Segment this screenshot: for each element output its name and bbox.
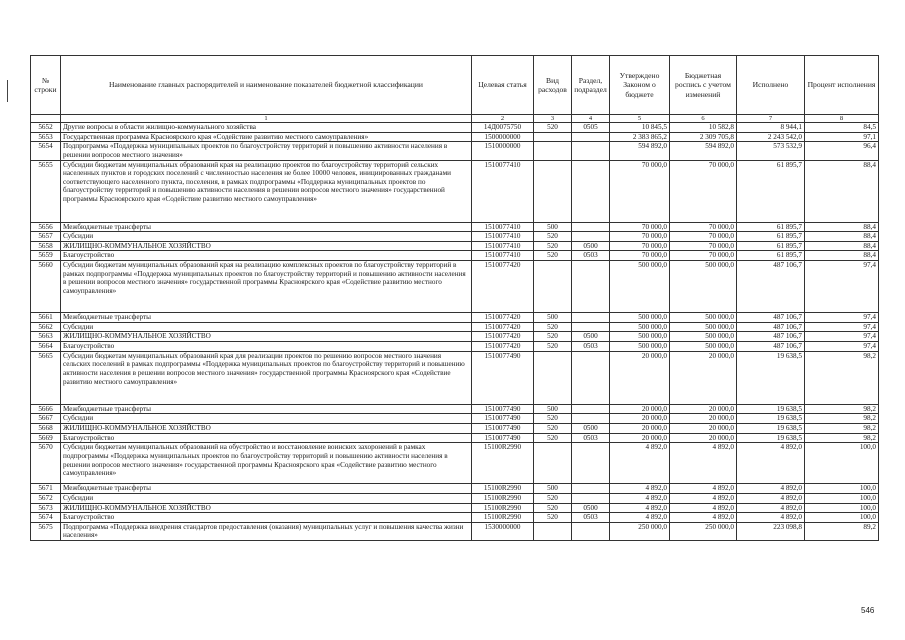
schedule-amount-cell: 20 000,0 <box>670 433 737 443</box>
schedule-amount-cell: 500 000,0 <box>670 313 737 323</box>
approved-amount-cell: 4 892,0 <box>610 513 670 523</box>
row-name-cell: Межбюджетные трансферты <box>61 484 472 494</box>
section-cell: 0500 <box>572 503 610 513</box>
column-numbers-row <box>31 115 879 123</box>
percent-cell: 88,4 <box>805 241 879 251</box>
column-number: 5 <box>610 115 670 123</box>
table-row <box>31 313 879 323</box>
schedule-amount-cell: 20 000,0 <box>670 404 737 414</box>
executed-amount-cell: 487 106,7 <box>737 332 805 342</box>
row-name-cell: Межбюджетные трансферты <box>61 404 472 414</box>
row-number-cell: 5652 <box>31 123 61 133</box>
header-target-article: Целевая статья <box>472 56 534 115</box>
percent-cell: 88,4 <box>805 251 879 261</box>
header-name: Наименование главных распорядителей и наименование показателей бюджетной классификации <box>61 56 472 115</box>
row-name-cell: ЖИЛИЩНО-КОММУНАЛЬНОЕ ХОЗЯЙСТВО <box>61 332 472 342</box>
column-number: 7 <box>737 115 805 123</box>
executed-amount-cell: 19 638,5 <box>737 351 805 404</box>
percent-cell: 84,5 <box>805 123 879 133</box>
expense-kind-cell <box>534 160 572 222</box>
percent-cell: 100,0 <box>805 493 879 503</box>
table-row <box>31 414 879 424</box>
expense-kind-cell: 520 <box>534 493 572 503</box>
row-name-cell: Благоустройство <box>61 251 472 261</box>
margin-mark <box>7 80 8 102</box>
row-number-cell: 5660 <box>31 261 61 313</box>
row-name-cell: Субсидии <box>61 232 472 242</box>
table-row <box>31 503 879 513</box>
table-body <box>31 123 879 541</box>
row-number-cell: 5662 <box>31 322 61 332</box>
row-number-cell: 5658 <box>31 241 61 251</box>
expense-kind-cell: 520 <box>534 503 572 513</box>
percent-cell: 100,0 <box>805 484 879 494</box>
section-cell: 0503 <box>572 513 610 523</box>
approved-amount-cell: 20 000,0 <box>610 404 670 414</box>
approved-amount-cell: 70 000,0 <box>610 241 670 251</box>
row-name-cell: Подпрограмма «Поддержка внедрения стандартов предоставления (оказания) муниципальных услуг и повышения качества жизни населения» <box>61 522 472 540</box>
target-article-cell: 1530000000 <box>472 522 534 540</box>
expense-kind-cell: 500 <box>534 222 572 232</box>
table-row <box>31 123 879 133</box>
table-row <box>31 351 879 404</box>
section-cell <box>572 232 610 242</box>
column-number: 8 <box>805 115 879 123</box>
percent-cell: 97,4 <box>805 313 879 323</box>
schedule-amount-cell: 70 000,0 <box>670 160 737 222</box>
percent-cell: 97,4 <box>805 261 879 313</box>
column-number <box>31 115 61 123</box>
executed-amount-cell: 19 638,5 <box>737 423 805 433</box>
row-name-cell: Другие вопросы в области жилищно-коммунального хозяйства <box>61 123 472 133</box>
table-row <box>31 232 879 242</box>
column-number: 3 <box>534 115 572 123</box>
approved-amount-cell: 20 000,0 <box>610 351 670 404</box>
target-article-cell: 14Д0075750 <box>472 123 534 133</box>
row-name-cell: Межбюджетные трансферты <box>61 222 472 232</box>
table-row <box>31 322 879 332</box>
row-number-cell: 5666 <box>31 404 61 414</box>
expense-kind-cell <box>534 443 572 484</box>
table-row <box>31 142 879 160</box>
percent-cell: 88,4 <box>805 160 879 222</box>
section-cell <box>572 322 610 332</box>
schedule-amount-cell: 4 892,0 <box>670 513 737 523</box>
schedule-amount-cell: 4 892,0 <box>670 493 737 503</box>
schedule-amount-cell: 594 892,0 <box>670 142 737 160</box>
section-cell: 0505 <box>572 123 610 133</box>
expense-kind-cell: 500 <box>534 404 572 414</box>
target-article-cell: 15100R2990 <box>472 443 534 484</box>
target-article-cell: 1500000000 <box>472 132 534 142</box>
schedule-amount-cell: 4 892,0 <box>670 503 737 513</box>
executed-amount-cell: 487 106,7 <box>737 322 805 332</box>
executed-amount-cell: 61 895,7 <box>737 232 805 242</box>
approved-amount-cell: 10 845,5 <box>610 123 670 133</box>
target-article-cell: 1510077410 <box>472 251 534 261</box>
expense-kind-cell <box>534 522 572 540</box>
expense-kind-cell: 520 <box>534 414 572 424</box>
expense-kind-cell: 520 <box>534 232 572 242</box>
expense-kind-cell: 520 <box>534 322 572 332</box>
target-article-cell: 1510077490 <box>472 414 534 424</box>
expense-kind-cell <box>534 261 572 313</box>
target-article-cell: 1510077420 <box>472 322 534 332</box>
schedule-amount-cell: 20 000,0 <box>670 351 737 404</box>
executed-amount-cell: 4 892,0 <box>737 443 805 484</box>
schedule-amount-cell: 70 000,0 <box>670 241 737 251</box>
row-name-cell: Субсидии бюджетам муниципальных образований края для реализации проектов по решению вопросов местного значения сельских поселений в рамках подпрограммы «Поддержка муниципальных проектов по благоустройству территорий и повышению активности населения в решении вопросов местного значения» государственной программы Красноярского края «Содействие развитию местного самоуправления» <box>61 351 472 404</box>
row-number-cell: 5675 <box>31 522 61 540</box>
target-article-cell: 1510077420 <box>472 342 534 352</box>
percent-cell: 98,2 <box>805 351 879 404</box>
executed-amount-cell: 61 895,7 <box>737 241 805 251</box>
row-number-cell: 5664 <box>31 342 61 352</box>
expense-kind-cell: 520 <box>534 123 572 133</box>
table-row <box>31 160 879 222</box>
row-name-cell: Благоустройство <box>61 513 472 523</box>
approved-amount-cell: 500 000,0 <box>610 342 670 352</box>
approved-amount-cell: 4 892,0 <box>610 484 670 494</box>
percent-cell: 98,2 <box>805 404 879 414</box>
row-number-cell: 5673 <box>31 503 61 513</box>
schedule-amount-cell: 20 000,0 <box>670 423 737 433</box>
header-approved: Утверждено Законом о бюджете <box>610 56 670 115</box>
schedule-amount-cell: 500 000,0 <box>670 261 737 313</box>
expense-kind-cell <box>534 132 572 142</box>
approved-amount-cell: 20 000,0 <box>610 423 670 433</box>
header-executed: Исполнено <box>737 56 805 115</box>
executed-amount-cell: 487 106,7 <box>737 313 805 323</box>
approved-amount-cell: 4 892,0 <box>610 493 670 503</box>
table-row <box>31 404 879 414</box>
row-number-cell: 5669 <box>31 433 61 443</box>
executed-amount-cell: 61 895,7 <box>737 160 805 222</box>
approved-amount-cell: 594 892,0 <box>610 142 670 160</box>
executed-amount-cell: 223 098,8 <box>737 522 805 540</box>
target-article-cell: 1510077410 <box>472 241 534 251</box>
percent-cell: 97,4 <box>805 342 879 352</box>
percent-cell: 98,2 <box>805 423 879 433</box>
column-number: 1 <box>61 115 472 123</box>
executed-amount-cell: 4 892,0 <box>737 493 805 503</box>
row-number-cell: 5659 <box>31 251 61 261</box>
row-name-cell: Субсидии бюджетам муниципальных образований края на реализацию комплексных проектов по благоустройству территорий в рамках подпрограммы «Поддержка муниципальных проектов по благоустройству территорий и повышению активности населения в решении вопросов местного значения» государственной программы Красноярского края «Содействие развитию местного самоуправления» <box>61 261 472 313</box>
target-article-cell: 1510077410 <box>472 232 534 242</box>
table-row <box>31 513 879 523</box>
expense-kind-cell: 520 <box>534 251 572 261</box>
table-row <box>31 522 879 540</box>
schedule-amount-cell: 4 892,0 <box>670 443 737 484</box>
approved-amount-cell: 70 000,0 <box>610 222 670 232</box>
section-cell <box>572 351 610 404</box>
section-cell <box>572 261 610 313</box>
row-name-cell: Субсидии <box>61 322 472 332</box>
table-row <box>31 433 879 443</box>
target-article-cell: 1510077490 <box>472 423 534 433</box>
executed-amount-cell: 19 638,5 <box>737 404 805 414</box>
row-name-cell: Межбюджетные трансферты <box>61 313 472 323</box>
section-cell <box>572 414 610 424</box>
schedule-amount-cell: 70 000,0 <box>670 222 737 232</box>
header-row-number: № строки <box>31 56 61 115</box>
percent-cell: 100,0 <box>805 513 879 523</box>
table-row <box>31 493 879 503</box>
percent-cell: 97,4 <box>805 322 879 332</box>
section-cell: 0500 <box>572 423 610 433</box>
row-number-cell: 5663 <box>31 332 61 342</box>
budget-table <box>30 55 879 541</box>
section-cell <box>572 493 610 503</box>
section-cell <box>572 522 610 540</box>
row-number-cell: 5668 <box>31 423 61 433</box>
percent-cell: 98,2 <box>805 433 879 443</box>
approved-amount-cell: 500 000,0 <box>610 313 670 323</box>
executed-amount-cell: 8 944,1 <box>737 123 805 133</box>
schedule-amount-cell: 250 000,0 <box>670 522 737 540</box>
schedule-amount-cell: 500 000,0 <box>670 322 737 332</box>
approved-amount-cell: 250 000,0 <box>610 522 670 540</box>
table-row <box>31 332 879 342</box>
row-name-cell: Государственная программа Красноярского края «Содействие развитию местного самоуправления» <box>61 132 472 142</box>
schedule-amount-cell: 500 000,0 <box>670 342 737 352</box>
schedule-amount-cell: 10 582,8 <box>670 123 737 133</box>
percent-cell: 98,2 <box>805 414 879 424</box>
target-article-cell: 1510077410 <box>472 222 534 232</box>
executed-amount-cell: 19 638,5 <box>737 433 805 443</box>
schedule-amount-cell: 2 309 705,8 <box>670 132 737 142</box>
table-header-row <box>31 56 879 115</box>
percent-cell: 96,4 <box>805 142 879 160</box>
target-article-cell: 1510077490 <box>472 404 534 414</box>
schedule-amount-cell: 20 000,0 <box>670 414 737 424</box>
target-article-cell: 1510077490 <box>472 351 534 404</box>
row-name-cell: Субсидии <box>61 414 472 424</box>
approved-amount-cell: 2 383 865,2 <box>610 132 670 142</box>
executed-amount-cell: 61 895,7 <box>737 251 805 261</box>
section-cell: 0500 <box>572 241 610 251</box>
header-expense-kind: Вид расходов <box>534 56 572 115</box>
executed-amount-cell: 19 638,5 <box>737 414 805 424</box>
row-number-cell: 5667 <box>31 414 61 424</box>
row-number-cell: 5655 <box>31 160 61 222</box>
expense-kind-cell: 500 <box>534 484 572 494</box>
approved-amount-cell: 20 000,0 <box>610 414 670 424</box>
percent-cell: 100,0 <box>805 503 879 513</box>
row-number-cell: 5661 <box>31 313 61 323</box>
section-cell: 0503 <box>572 251 610 261</box>
target-article-cell: 1510077420 <box>472 332 534 342</box>
target-article-cell: 15100R2990 <box>472 493 534 503</box>
table-row <box>31 251 879 261</box>
target-article-cell: 1510000000 <box>472 142 534 160</box>
section-cell <box>572 142 610 160</box>
expense-kind-cell: 520 <box>534 332 572 342</box>
section-cell: 0500 <box>572 332 610 342</box>
target-article-cell: 1510077420 <box>472 313 534 323</box>
section-cell <box>572 443 610 484</box>
expense-kind-cell: 520 <box>534 433 572 443</box>
expense-kind-cell: 520 <box>534 241 572 251</box>
schedule-amount-cell: 70 000,0 <box>670 251 737 261</box>
executed-amount-cell: 4 892,0 <box>737 513 805 523</box>
row-number-cell: 5670 <box>31 443 61 484</box>
executed-amount-cell: 61 895,7 <box>737 222 805 232</box>
section-cell <box>572 160 610 222</box>
section-cell <box>572 404 610 414</box>
approved-amount-cell: 70 000,0 <box>610 232 670 242</box>
expense-kind-cell <box>534 142 572 160</box>
expense-kind-cell: 520 <box>534 342 572 352</box>
percent-cell: 88,4 <box>805 232 879 242</box>
approved-amount-cell: 70 000,0 <box>610 160 670 222</box>
approved-amount-cell: 4 892,0 <box>610 503 670 513</box>
percent-cell: 89,2 <box>805 522 879 540</box>
column-number: 4 <box>572 115 610 123</box>
approved-amount-cell: 70 000,0 <box>610 251 670 261</box>
table-row <box>31 342 879 352</box>
executed-amount-cell: 487 106,7 <box>737 261 805 313</box>
table-row <box>31 132 879 142</box>
percent-cell: 100,0 <box>805 443 879 484</box>
table-row <box>31 423 879 433</box>
executed-amount-cell: 4 892,0 <box>737 503 805 513</box>
expense-kind-cell: 520 <box>534 513 572 523</box>
row-name-cell: ЖИЛИЩНО-КОММУНАЛЬНОЕ ХОЗЯЙСТВО <box>61 503 472 513</box>
table-row <box>31 261 879 313</box>
expense-kind-cell: 500 <box>534 313 572 323</box>
executed-amount-cell: 573 532,9 <box>737 142 805 160</box>
executed-amount-cell: 487 106,7 <box>737 342 805 352</box>
expense-kind-cell <box>534 351 572 404</box>
approved-amount-cell: 500 000,0 <box>610 261 670 313</box>
row-name-cell: Благоустройство <box>61 342 472 352</box>
row-name-cell: ЖИЛИЩНО-КОММУНАЛЬНОЕ ХОЗЯЙСТВО <box>61 241 472 251</box>
schedule-amount-cell: 70 000,0 <box>670 232 737 242</box>
percent-cell: 97,4 <box>805 332 879 342</box>
table-row <box>31 222 879 232</box>
table-row <box>31 443 879 484</box>
header-percent: Процент исполнения <box>805 56 879 115</box>
section-cell: 0503 <box>572 433 610 443</box>
approved-amount-cell: 20 000,0 <box>610 433 670 443</box>
column-number: 6 <box>670 115 737 123</box>
schedule-amount-cell: 500 000,0 <box>670 332 737 342</box>
row-number-cell: 5672 <box>31 493 61 503</box>
row-name-cell: Субсидии <box>61 493 472 503</box>
row-number-cell: 5656 <box>31 222 61 232</box>
header-schedule: Бюджетная роспись с учетом изменений <box>670 56 737 115</box>
approved-amount-cell: 500 000,0 <box>610 322 670 332</box>
row-name-cell: Подпрограмма «Поддержка муниципальных проектов по благоустройству территорий и повышению активности населения в решении вопросов местного значения» <box>61 142 472 160</box>
row-number-cell: 5674 <box>31 513 61 523</box>
target-article-cell: 15100R2990 <box>472 503 534 513</box>
target-article-cell: 15100R2990 <box>472 513 534 523</box>
percent-cell: 88,4 <box>805 222 879 232</box>
row-number-cell: 5671 <box>31 484 61 494</box>
approved-amount-cell: 500 000,0 <box>610 332 670 342</box>
row-number-cell: 5657 <box>31 232 61 242</box>
row-number-cell: 5654 <box>31 142 61 160</box>
table-row <box>31 241 879 251</box>
target-article-cell: 1510077420 <box>472 261 534 313</box>
row-number-cell: 5665 <box>31 351 61 404</box>
executed-amount-cell: 2 243 542,0 <box>737 132 805 142</box>
section-cell <box>572 313 610 323</box>
schedule-amount-cell: 4 892,0 <box>670 484 737 494</box>
row-name-cell: ЖИЛИЩНО-КОММУНАЛЬНОЕ ХОЗЯЙСТВО <box>61 423 472 433</box>
section-cell <box>572 222 610 232</box>
section-cell <box>572 132 610 142</box>
row-name-cell: Благоустройство <box>61 433 472 443</box>
target-article-cell: 1510077410 <box>472 160 534 222</box>
target-article-cell: 15100R2990 <box>472 484 534 494</box>
column-number: 2 <box>472 115 534 123</box>
percent-cell: 97,1 <box>805 132 879 142</box>
header-section: Раздел, подраздел <box>572 56 610 115</box>
row-name-cell: Субсидии бюджетам муниципальных образований края на реализацию проектов по благоустройству территорий сельских населенных пунктов и городских поселений с численностью населения не более 10000 человек, инициированных гражданами соответствующего населенного пункта, поселения, в рамках подпрограммы «Поддержка муниципальных проектов по благоустройству территорий и повышению активности населения в решении вопросов местного значения» государственной программы Красноярского края «Содействие развитию местного самоуправления» <box>61 160 472 222</box>
row-name-cell: Субсидии бюджетам муниципальных образований на обустройство и восстановление воинских захоронений в рамках подпрограммы «Поддержка муниципальных проектов по благоустройству территорий и повышению активности населения в решении вопросов местного значения» государственной программы Красноярского края «Содействие развитию местного самоуправления» <box>61 443 472 484</box>
target-article-cell: 1510077490 <box>472 433 534 443</box>
page-number: 546 <box>861 606 875 615</box>
executed-amount-cell: 4 892,0 <box>737 484 805 494</box>
section-cell: 0503 <box>572 342 610 352</box>
row-number-cell: 5653 <box>31 132 61 142</box>
approved-amount-cell: 4 892,0 <box>610 443 670 484</box>
expense-kind-cell: 520 <box>534 423 572 433</box>
table-row <box>31 484 879 494</box>
section-cell <box>572 484 610 494</box>
